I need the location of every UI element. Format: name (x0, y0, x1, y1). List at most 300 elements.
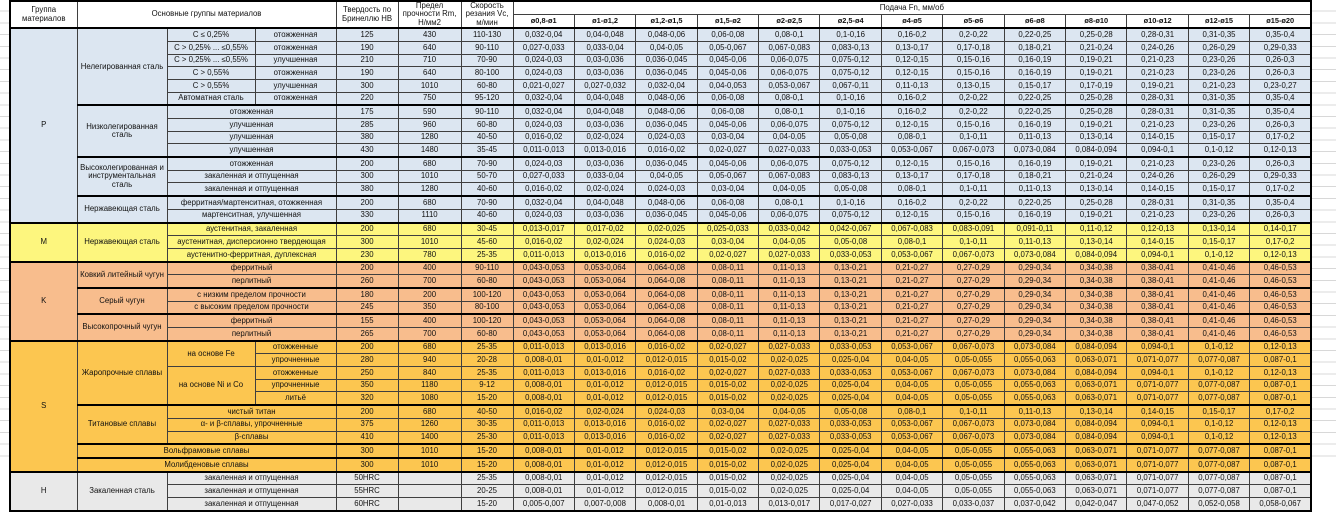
hardness-hb: 245 (336, 301, 398, 314)
material-group: Высокопрочный чугун (77, 314, 167, 340)
feed-value: 0,015-0,02 (697, 354, 758, 367)
feed-value: 0,012-0,015 (636, 379, 697, 392)
feed-value: 0,03-0,036 (574, 119, 635, 132)
feed-value: 0,024-0,03 (513, 67, 574, 80)
feed-value: 0,087-0,1 (1250, 354, 1311, 367)
material-group: Ковкий литейный чугун (77, 262, 167, 288)
feed-value: 0,043-0,053 (513, 275, 574, 288)
strength-rm: 700 (398, 275, 461, 288)
feed-value: 0,05-0,08 (820, 236, 881, 249)
feed-value: 0,12-0,15 (881, 54, 942, 67)
material-group: Вольфрамовые сплавы (77, 444, 336, 458)
feed-value: 0,12-0,13 (1250, 418, 1311, 431)
feed-value: 0,03-0,036 (574, 209, 635, 222)
feed-value: 0,04-0,05 (881, 354, 942, 367)
feed-value: 0,05-0,055 (943, 354, 1004, 367)
hardness-hb: 410 (336, 431, 398, 444)
cutting-speed: 25-35 (461, 341, 513, 354)
feed-value: 0,077-0,087 (1188, 444, 1249, 458)
hardness-hb: 300 (336, 170, 398, 183)
feed-value: 0,053-0,067 (881, 418, 942, 431)
feed-value: 0,1-0,12 (1188, 418, 1249, 431)
feed-value: 0,15-0,17 (1188, 131, 1249, 144)
feed-value: 0,06-0,08 (697, 105, 758, 118)
feed-value: 0,027-0,033 (881, 497, 942, 510)
strength-rm: 200 (398, 288, 461, 301)
hardness-hb: 320 (336, 392, 398, 405)
feed-value: 0,025-0,04 (820, 458, 881, 472)
table-row (10, 405, 1311, 418)
cutting-speed: 95-120 (461, 92, 513, 105)
feed-value: 0,075-0,12 (820, 209, 881, 222)
feed-value: 0,063-0,071 (1066, 379, 1127, 392)
feed-value: 0,077-0,087 (1188, 379, 1249, 392)
feed-value: 0,012-0,015 (636, 392, 697, 405)
machining-feed-table (9, 0, 1312, 512)
header-diameter-range: ø1,5-ø2 (697, 15, 758, 29)
feed-value: 0,22-0,25 (1004, 105, 1065, 118)
feed-value: 0,011-0,013 (513, 367, 574, 380)
feed-value: 0,027-0,033 (513, 170, 574, 183)
hardness-hb: 190 (336, 41, 398, 54)
feed-value: 0,067-0,073 (943, 367, 1004, 380)
feed-value: 0,01-0,012 (574, 485, 635, 498)
feed-value: 0,21-0,23 (1127, 67, 1188, 80)
material-subgroup: ферритный (167, 262, 336, 275)
feed-value: 0,053-0,064 (574, 275, 635, 288)
feed-value: 0,052-0,058 (1188, 497, 1249, 510)
feed-value: 0,06-0,075 (759, 119, 820, 132)
feed-value: 0,073-0,084 (1004, 418, 1065, 431)
feed-value: 0,027-0,033 (759, 367, 820, 380)
feed-value: 0,17-0,19 (1066, 79, 1127, 92)
material-state: улучшенная (255, 54, 336, 67)
header-feed: Подача Fn, мм/об (513, 1, 1311, 15)
feed-value: 0,21-0,27 (881, 328, 942, 341)
table-row (10, 341, 1311, 354)
feed-value: 0,35-0,4 (1250, 28, 1311, 41)
feed-value: 0,08-0,1 (881, 131, 942, 144)
feed-value: 0,17-0,18 (943, 41, 1004, 54)
feed-value: 0,02-0,025 (759, 379, 820, 392)
strength-rm: 1180 (398, 379, 461, 392)
cutting-speed: 15-20 (461, 458, 513, 472)
feed-value: 0,013-0,017 (513, 223, 574, 236)
strength-rm: 710 (398, 54, 461, 67)
table-row (10, 54, 1311, 67)
feed-value: 0,15-0,16 (943, 157, 1004, 170)
feed-value: 0,31-0,35 (1188, 196, 1249, 209)
feed-value: 0,067-0,11 (820, 79, 881, 92)
feed-value: 0,064-0,08 (636, 314, 697, 327)
material-subgroup: ферритная/мартенситная, отожженная (167, 196, 336, 209)
feed-value: 0,033-0,04 (574, 170, 635, 183)
cutting-speed: 40-60 (461, 183, 513, 196)
feed-value: 0,064-0,08 (636, 275, 697, 288)
hardness-hb: 300 (336, 79, 398, 92)
feed-value: 0,21-0,27 (881, 301, 942, 314)
feed-value: 0,007-0,008 (574, 497, 635, 510)
header-diameter-range: ø6-ø8 (1004, 15, 1065, 29)
feed-value: 0,064-0,08 (636, 328, 697, 341)
feed-value: 0,084-0,094 (1066, 418, 1127, 431)
material-subgroup: аустенитно-ферритная, дуплексная (167, 248, 336, 261)
feed-value: 0,08-0,11 (697, 301, 758, 314)
feed-value: 0,048-0,06 (636, 28, 697, 41)
feed-value: 0,073-0,084 (1004, 431, 1065, 444)
feed-value: 0,008-0,01 (513, 472, 574, 485)
cutting-speed: 60-80 (461, 119, 513, 132)
feed-value: 0,008-0,01 (513, 392, 574, 405)
feed-value: 0,1-0,12 (1188, 367, 1249, 380)
feed-value: 0,084-0,094 (1066, 367, 1127, 380)
cutting-speed: 60-80 (461, 79, 513, 92)
material-subgroup: C > 0,55% (167, 79, 255, 92)
cutting-speed: 45-60 (461, 236, 513, 249)
feed-value: 0,19-0,21 (1066, 157, 1127, 170)
cutting-speed: 100-120 (461, 288, 513, 301)
cutting-speed: 80-100 (461, 67, 513, 80)
feed-value: 0,17-0,2 (1250, 131, 1311, 144)
feed-value: 0,21-0,27 (881, 314, 942, 327)
cutting-speed: 90-110 (461, 105, 513, 118)
feed-value: 0,11-0,13 (759, 275, 820, 288)
material-subgroup: C ≤ 0,25% (167, 28, 255, 41)
feed-value: 0,01-0,012 (574, 472, 635, 485)
table-row (10, 328, 1311, 341)
material-group: Титановые сплавы (77, 405, 167, 444)
feed-value: 0,12-0,15 (881, 119, 942, 132)
feed-value: 0,055-0,063 (1004, 444, 1065, 458)
strength-rm: 1010 (398, 79, 461, 92)
feed-value: 0,013-0,016 (574, 431, 635, 444)
feed-value: 0,02-0,027 (697, 367, 758, 380)
feed-value: 0,31-0,35 (1188, 92, 1249, 105)
feed-value: 0,016-0,02 (636, 144, 697, 157)
material-state: упрочненные (255, 354, 336, 367)
table-row (10, 236, 1311, 249)
material-group: Серый чугун (77, 288, 167, 314)
feed-value: 0,13-0,14 (1066, 236, 1127, 249)
feed-value: 0,04-0,05 (759, 236, 820, 249)
feed-value: 0,08-0,11 (697, 275, 758, 288)
feed-value: 0,024-0,03 (513, 54, 574, 67)
material-group: Высоколегированная и инструментальная сталь (77, 157, 167, 196)
feed-value: 0,26-0,3 (1250, 119, 1311, 132)
feed-value: 0,063-0,071 (1066, 458, 1127, 472)
feed-value: 0,084-0,094 (1066, 431, 1127, 444)
feed-value: 0,13-0,14 (1066, 131, 1127, 144)
feed-value: 0,053-0,067 (881, 431, 942, 444)
feed-value: 0,094-0,1 (1127, 248, 1188, 261)
feed-value: 0,05-0,08 (820, 183, 881, 196)
feed-value: 0,033-0,053 (820, 418, 881, 431)
feed-value: 0,08-0,11 (697, 328, 758, 341)
feed-value: 0,17-0,2 (1250, 236, 1311, 249)
feed-value: 0,036-0,045 (636, 209, 697, 222)
feed-value: 0,055-0,063 (1004, 472, 1065, 485)
hardness-hb: 300 (336, 444, 398, 458)
feed-value: 0,008-0,01 (513, 379, 574, 392)
feed-value: 0,02-0,027 (697, 341, 758, 354)
feed-value: 0,13-0,14 (1066, 183, 1127, 196)
feed-value: 0,073-0,084 (1004, 367, 1065, 380)
feed-value: 0,02-0,027 (697, 418, 758, 431)
feed-value: 0,027-0,033 (513, 41, 574, 54)
feed-value: 0,055-0,063 (1004, 379, 1065, 392)
cutting-speed: 25-35 (461, 472, 513, 485)
feed-value: 0,1-0,11 (943, 131, 1004, 144)
feed-value: 0,033-0,053 (820, 431, 881, 444)
material-subgroup: закаленная и отпущенная (167, 183, 336, 196)
feed-value: 0,016-0,02 (513, 405, 574, 418)
header-diameter-range: ø4-ø5 (881, 15, 942, 29)
feed-value: 0,04-0,048 (574, 92, 635, 105)
material-state: отожженные (255, 367, 336, 380)
feed-value: 0,1-0,16 (820, 105, 881, 118)
cutting-speed: 110-130 (461, 28, 513, 41)
hardness-hb: 380 (336, 131, 398, 144)
feed-value: 0,12-0,15 (881, 209, 942, 222)
feed-value: 0,13-0,14 (1066, 405, 1127, 418)
feed-value: 0,016-0,02 (636, 341, 697, 354)
feed-value: 0,35-0,4 (1250, 196, 1311, 209)
material-state: улучшенная (255, 79, 336, 92)
feed-value: 0,073-0,084 (1004, 341, 1065, 354)
feed-value: 0,037-0,042 (1004, 497, 1065, 510)
feed-value: 0,08-0,1 (881, 183, 942, 196)
table-row (10, 170, 1311, 183)
strength-rm: 640 (398, 41, 461, 54)
feed-value: 0,011-0,013 (513, 248, 574, 261)
feed-value: 0,025-0,04 (820, 472, 881, 485)
feed-value: 0,071-0,077 (1127, 379, 1188, 392)
feed-value: 0,12-0,13 (1250, 431, 1311, 444)
hardness-hb: 125 (336, 28, 398, 41)
feed-value: 0,045-0,06 (697, 54, 758, 67)
hardness-hb: 300 (336, 236, 398, 249)
feed-value: 0,075-0,12 (820, 54, 881, 67)
feed-value: 0,1-0,16 (820, 28, 881, 41)
feed-value: 0,025-0,04 (820, 379, 881, 392)
feed-value: 0,015-0,02 (697, 458, 758, 472)
feed-value: 0,053-0,064 (574, 328, 635, 341)
strength-rm (398, 472, 461, 485)
feed-value: 0,02-0,024 (574, 236, 635, 249)
feed-value: 0,23-0,26 (1188, 54, 1249, 67)
group-code: M (10, 223, 77, 262)
feed-value: 0,02-0,025 (759, 444, 820, 458)
feed-value: 0,46-0,53 (1250, 314, 1311, 327)
feed-value: 0,024-0,03 (636, 405, 697, 418)
feed-value: 0,036-0,045 (636, 54, 697, 67)
feed-value: 0,17-0,2 (1250, 183, 1311, 196)
feed-value: 0,012-0,015 (636, 458, 697, 472)
cutting-speed: 35-45 (461, 144, 513, 157)
feed-value: 0,05-0,067 (697, 170, 758, 183)
strength-rm: 1280 (398, 131, 461, 144)
feed-value: 0,064-0,08 (636, 262, 697, 275)
feed-value: 0,015-0,02 (697, 379, 758, 392)
table-row (10, 28, 1311, 41)
feed-value: 0,18-0,21 (1004, 170, 1065, 183)
feed-value: 0,08-0,1 (881, 405, 942, 418)
strength-rm: 780 (398, 248, 461, 261)
cutting-speed: 9-12 (461, 379, 513, 392)
feed-value: 0,024-0,03 (513, 209, 574, 222)
feed-value: 0,1-0,16 (820, 92, 881, 105)
feed-value: 0,024-0,03 (636, 131, 697, 144)
feed-value: 0,25-0,28 (1066, 105, 1127, 118)
feed-value: 0,032-0,04 (513, 28, 574, 41)
feed-value: 0,03-0,04 (697, 183, 758, 196)
material-group: Жаропрочные сплавы (77, 341, 167, 405)
feed-value: 0,11-0,12 (1066, 223, 1127, 236)
feed-value: 0,048-0,06 (636, 105, 697, 118)
feed-value: 0,13-0,17 (881, 41, 942, 54)
feed-value: 0,053-0,067 (881, 341, 942, 354)
feed-value: 0,033-0,053 (820, 144, 881, 157)
feed-value: 0,19-0,21 (1066, 119, 1127, 132)
feed-value: 0,16-0,2 (881, 28, 942, 41)
material-subgroup: на основе Ni и Co (167, 367, 255, 406)
cutting-speed: 40-50 (461, 405, 513, 418)
header-diameter-range: ø1-ø1,2 (574, 15, 635, 29)
material-subgroup: β-сплавы (167, 431, 336, 444)
table-row (10, 209, 1311, 222)
feed-value: 0,41-0,46 (1188, 262, 1249, 275)
feed-value: 0,14-0,15 (1127, 236, 1188, 249)
feed-value: 0,04-0,048 (574, 105, 635, 118)
feed-value: 0,16-0,19 (1004, 209, 1065, 222)
spreadsheet-right-gutter (1312, 0, 1336, 458)
hardness-hb: 55HRC (336, 485, 398, 498)
feed-value: 0,036-0,045 (636, 157, 697, 170)
strength-rm: 1010 (398, 444, 461, 458)
table-row (10, 183, 1311, 196)
feed-value: 0,12-0,13 (1250, 341, 1311, 354)
feed-value: 0,04-0,053 (697, 79, 758, 92)
feed-value: 0,063-0,071 (1066, 485, 1127, 498)
material-group: Молибденовые сплавы (77, 458, 336, 472)
table-row (10, 485, 1311, 498)
strength-rm: 1010 (398, 458, 461, 472)
feed-value: 0,027-0,033 (759, 144, 820, 157)
feed-value: 0,033-0,053 (820, 367, 881, 380)
strength-rm: 430 (398, 28, 461, 41)
feed-value: 0,08-0,11 (697, 314, 758, 327)
feed-value: 0,25-0,28 (1066, 28, 1127, 41)
feed-value: 0,11-0,13 (1004, 405, 1065, 418)
strength-rm: 1080 (398, 392, 461, 405)
feed-value: 0,29-0,33 (1250, 41, 1311, 54)
feed-value: 0,35-0,4 (1250, 105, 1311, 118)
hardness-hb: 350 (336, 379, 398, 392)
hardness-hb: 50HRC (336, 472, 398, 485)
feed-value: 0,01-0,012 (574, 392, 635, 405)
feed-value: 0,087-0,1 (1250, 444, 1311, 458)
feed-value: 0,084-0,094 (1066, 341, 1127, 354)
feed-value: 0,025-0,04 (820, 392, 881, 405)
feed-value: 0,008-0,01 (513, 458, 574, 472)
feed-value: 0,06-0,075 (759, 209, 820, 222)
feed-value: 0,15-0,16 (943, 67, 1004, 80)
feed-value: 0,013-0,017 (759, 497, 820, 510)
feed-value: 0,12-0,13 (1127, 223, 1188, 236)
feed-value: 0,21-0,23 (1127, 209, 1188, 222)
feed-value: 0,27-0,29 (943, 328, 1004, 341)
material-state: отожженная (255, 28, 336, 41)
feed-value: 0,21-0,23 (1188, 79, 1249, 92)
feed-value: 0,14-0,15 (1127, 131, 1188, 144)
feed-value: 0,29-0,34 (1004, 314, 1065, 327)
feed-value: 0,042-0,047 (1066, 497, 1127, 510)
cutting-speed: 60-80 (461, 275, 513, 288)
table-row (10, 79, 1311, 92)
feed-value: 0,06-0,08 (697, 28, 758, 41)
feed-value: 0,033-0,053 (820, 248, 881, 261)
cutting-speed: 90-110 (461, 262, 513, 275)
feed-value: 0,015-0,02 (697, 444, 758, 458)
strength-rm: 680 (398, 405, 461, 418)
feed-value: 0,048-0,06 (636, 196, 697, 209)
header-diameter-range: ø0,8-ø1 (513, 15, 574, 29)
feed-value: 0,38-0,41 (1127, 288, 1188, 301)
feed-value: 0,1-0,12 (1188, 144, 1249, 157)
feed-value: 0,24-0,26 (1127, 41, 1188, 54)
feed-value: 0,055-0,063 (1004, 458, 1065, 472)
feed-value: 0,05-0,08 (820, 405, 881, 418)
feed-value: 0,025-0,04 (820, 444, 881, 458)
table-row (10, 223, 1311, 236)
cutting-speed: 90-110 (461, 41, 513, 54)
strength-rm: 680 (398, 157, 461, 170)
feed-value: 0,03-0,04 (697, 405, 758, 418)
feed-value: 0,11-0,13 (1004, 131, 1065, 144)
hardness-hb: 200 (336, 157, 398, 170)
feed-value: 0,02-0,025 (759, 485, 820, 498)
strength-rm: 640 (398, 67, 461, 80)
cutting-speed: 25-35 (461, 367, 513, 380)
feed-value: 0,01-0,012 (574, 458, 635, 472)
feed-value: 0,27-0,29 (943, 301, 1004, 314)
cutting-speed: 50-70 (461, 170, 513, 183)
feed-value: 0,033-0,04 (574, 41, 635, 54)
feed-value: 0,027-0,033 (759, 341, 820, 354)
feed-value: 0,13-0,15 (943, 79, 1004, 92)
feed-value: 0,024-0,03 (636, 183, 697, 196)
feed-value: 0,067-0,083 (759, 41, 820, 54)
feed-value: 0,05-0,08 (820, 131, 881, 144)
feed-value: 0,22-0,25 (1004, 196, 1065, 209)
strength-rm: 590 (398, 105, 461, 118)
feed-value: 0,19-0,21 (1066, 54, 1127, 67)
feed-value: 0,13-0,21 (820, 314, 881, 327)
feed-value: 0,12-0,13 (1250, 367, 1311, 380)
feed-value: 0,071-0,077 (1127, 458, 1188, 472)
feed-value: 0,38-0,41 (1127, 262, 1188, 275)
header-diameter-range: ø15-ø20 (1250, 15, 1311, 29)
feed-value: 0,04-0,048 (574, 196, 635, 209)
material-group: Нелегированная сталь (77, 28, 167, 105)
feed-value: 0,03-0,04 (697, 236, 758, 249)
feed-value: 0,04-0,05 (759, 131, 820, 144)
feed-value: 0,41-0,46 (1188, 275, 1249, 288)
feed-value: 0,02-0,025 (759, 458, 820, 472)
feed-value: 0,016-0,02 (636, 367, 697, 380)
feed-value: 0,26-0,29 (1188, 41, 1249, 54)
feed-value: 0,11-0,13 (759, 314, 820, 327)
